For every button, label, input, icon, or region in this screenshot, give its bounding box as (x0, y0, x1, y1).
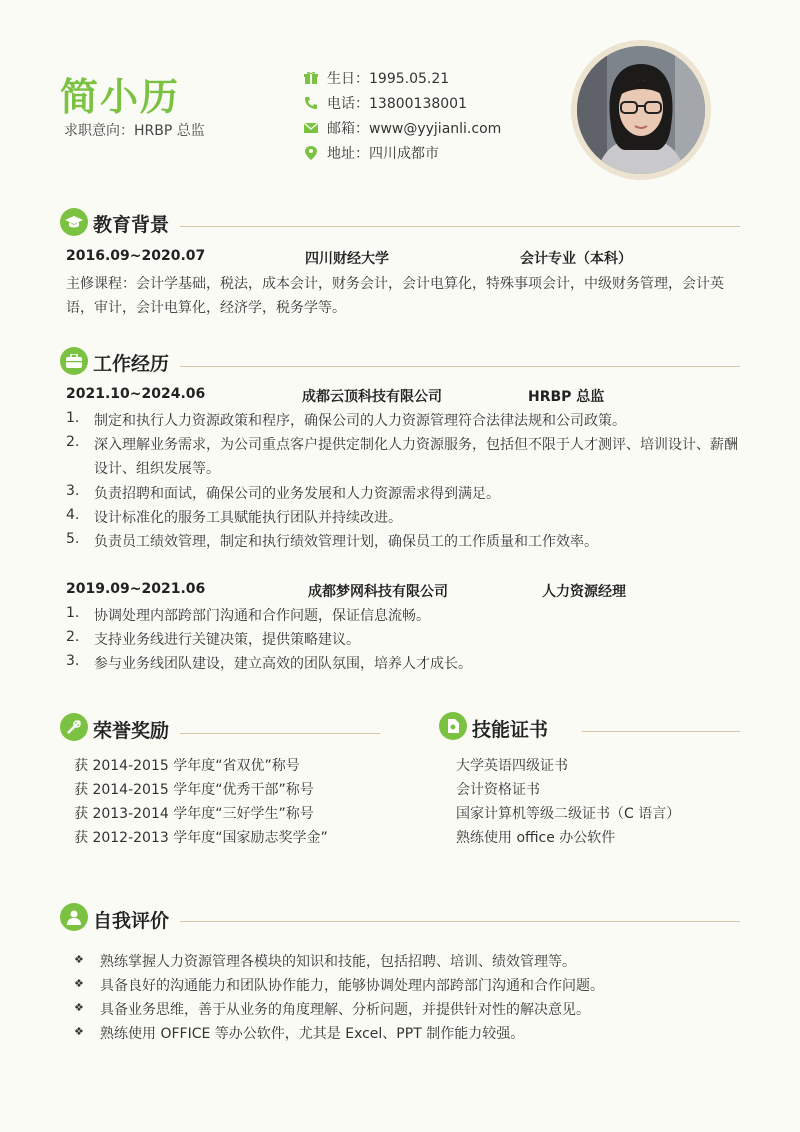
duty-item: 2. 深入理解业务需求，为公司重点客户提供定制化人力资源服务，包括但不限于人才测评、培训设计、薪酬 (66, 434, 738, 453)
self-eval-item: ❖ 具备良好的沟通能力和团队协作能力，能够协调处理内部跨部门沟通和合作问题。 (74, 977, 604, 994)
self-eval-item: ❖ 熟练使用 OFFICE 等办公软件，尤其是 Excel、PPT 制作能力较强。 (74, 1025, 525, 1042)
edu-period: 2016.09~2020.07 (66, 248, 206, 264)
honor-item: 获 2012-2013 学年度“国家励志奖学金” (74, 830, 328, 846)
section-divider (180, 921, 740, 922)
duty-item: 3. 参与业务线团队建设，建立高效的团队氛围，培养人才成长。 (66, 653, 472, 672)
diamond-bullet-icon: ❖ (74, 1025, 84, 1038)
skill-item: 大学英语四级证书 (456, 758, 568, 774)
section-divider (582, 731, 740, 732)
diamond-bullet-icon: ❖ (74, 953, 84, 966)
duty-item: 1. 协调处理内部跨部门沟通和合作问题，保证信息流畅。 (66, 605, 430, 624)
job-position: HRBP 总监 (528, 389, 605, 405)
job-intent: 求职意向：HRBP 总监 (64, 123, 205, 139)
job-company: 成都梦网科技有限公司 (308, 584, 448, 600)
section-divider (180, 366, 740, 367)
person-icon (60, 903, 88, 931)
duty-item: 3. 负责招聘和面试，确保公司的业务发展和人力资源需求得到满足。 (66, 483, 500, 502)
duty-item: 5. 负责员工绩效管理，制定和执行绩效管理计划，确保员工的工作质量和工作效率。 (66, 531, 598, 550)
honor-item: 获 2013-2014 学年度“三好学生”称号 (74, 806, 314, 822)
address-row (304, 143, 439, 163)
job-period: 2019.09~2021.06 (66, 581, 206, 597)
birthday-row (304, 68, 449, 88)
skill-item: 熟练使用 office 办公软件 (456, 830, 616, 846)
diamond-bullet-icon: ❖ (74, 977, 84, 990)
duty-item-continued: 设计、组织发展等。 (94, 461, 220, 477)
portrait-photo (577, 46, 705, 174)
mail-icon (304, 121, 318, 135)
address-text: 地址：四川成都市 (327, 146, 439, 162)
phone-text: 电话：13800138001 (327, 96, 467, 112)
resume-name: 简小历 (60, 75, 181, 119)
phone-icon (304, 96, 318, 110)
job-company: 成都云顶科技有限公司 (302, 389, 442, 405)
edu-courses-line1: 主修课程：会计学基础，税法，成本会计，财务会计，会计电算化，特殊事项会计，中级财务管理，会计英 (66, 276, 724, 292)
education-title: 教育背景 (93, 214, 170, 236)
job-period: 2021.10~2024.06 (66, 386, 206, 402)
duty-item: 2. 支持业务线进行关键决策，提供策略建议。 (66, 629, 360, 648)
skill-item: 国家计算机等级二级证书（C 语言） (456, 806, 681, 822)
email-row (304, 118, 501, 138)
gift-icon (304, 71, 318, 85)
honor-item: 获 2014-2015 学年度“省双优”称号 (74, 758, 300, 774)
self-eval-title: 自我评价 (93, 910, 170, 932)
diamond-bullet-icon: ❖ (74, 1001, 84, 1014)
avatar (571, 40, 711, 180)
section-divider (180, 226, 740, 227)
briefcase-icon (60, 347, 88, 375)
honor-item: 获 2014-2015 学年度“优秀干部”称号 (74, 782, 314, 798)
work-title: 工作经历 (93, 353, 170, 375)
section-divider (180, 733, 380, 734)
job-position: 人力资源经理 (542, 584, 626, 600)
graduation-cap-icon (60, 208, 88, 236)
email-text: 邮箱：www@yyjianli.com (327, 121, 502, 137)
birthday-text: 生日：1995.05.21 (327, 71, 450, 87)
edu-major: 会计专业（本科） (520, 251, 632, 267)
edu-school: 四川财经大学 (305, 251, 389, 267)
phone-row (304, 93, 467, 113)
self-eval-item: ❖ 具备业务思维，善于从业务的角度理解、分析问题，并提供针对性的解决意见。 (74, 1001, 590, 1018)
tools-icon (60, 713, 88, 741)
certificate-icon (439, 712, 467, 740)
duty-item: 1. 制定和执行人力资源政策和程序，确保公司的人力资源管理符合法律法规和公司政策。 (66, 410, 626, 429)
self-eval-item: ❖ 熟练掌握人力资源管理各模块的知识和技能，包括招聘、培训、绩效管理等。 (74, 953, 576, 970)
edu-courses-line2: 语，审计，会计电算化，经济学，税务学等。 (66, 300, 346, 316)
duty-item: 4. 设计标准化的服务工具赋能执行团队并持续改进。 (66, 507, 402, 526)
honors-title: 荣誉奖励 (93, 720, 170, 742)
location-pin-icon (304, 146, 318, 160)
skills-title: 技能证书 (472, 719, 549, 741)
skill-item: 会计资格证书 (456, 782, 540, 798)
